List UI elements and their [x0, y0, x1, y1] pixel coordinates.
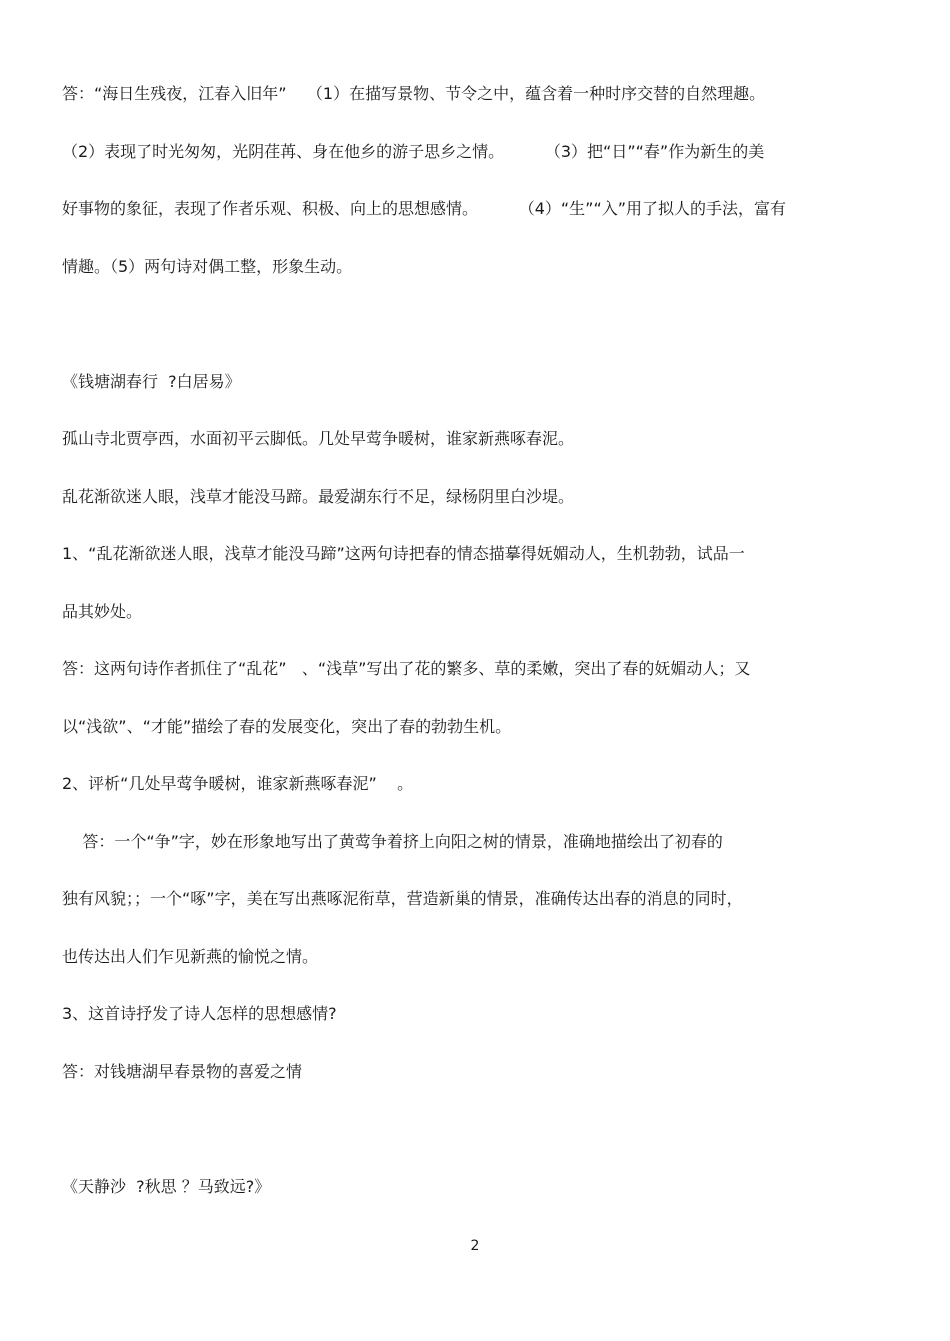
page-number: 2 — [470, 1238, 480, 1254]
question-1: 1、“乱花渐欲迷人眼，浅草才能没马蹄”这两句诗把春的情态描摹得妩媚动人，生机勃勃，试品一 — [62, 544, 745, 563]
question-3: 3、这首诗抒发了诗人怎样的思想感情? — [62, 1004, 337, 1023]
question-2: 2、评析“几处早莺争暖树，谁家新燕啄春泥” 。 — [62, 774, 414, 793]
question-1-cont: 品其妙处。 — [62, 602, 143, 621]
poem-line-2: 乱花渐欲迷人眼，浅草才能没马蹄。最爱湖东行不足，绿杨阴里白沙堤。 — [62, 487, 575, 506]
answer-3: 答：对钱塘湖早春景物的喜爱之情 — [62, 1062, 303, 1081]
poem-line-1: 孤山寺北贾亭西，水面初平云脚低。几处早莺争暖树，谁家新燕啄春泥。 — [62, 429, 575, 448]
answer-line-1: 答：“海日生残夜，江春入旧年” （1）在描写景物、节令之中，蕴含着一种时序交替的自然理趣。 — [62, 84, 766, 103]
answer-1-cont: 以“浅欲”、“才能”描绘了春的发展变化，突出了春的勃勃生机。 — [62, 717, 512, 736]
answer-line-2: （2）表现了时光匆匆，光阴荏苒、身在他乡的游子思乡之情。 （3）把“日”“春”作为新生的美 — [62, 142, 765, 161]
answer-line-4: 情趣。（5）两句诗对偶工整，形象生动。 — [62, 257, 353, 276]
next-poem-title: 《天静沙 ?秋思 ？马致远?》 — [62, 1177, 271, 1196]
answer-line-3: 好事物的象征，表现了作者乐观、积极、向上的思想感情。 （4）“生”“入”用了拟人的手法，富有 — [62, 199, 787, 218]
answer-2: 答：一个“争”字，妙在形象地写出了黄莺争着挤上向阳之树的情景，准确地描绘出了初春的 — [62, 832, 723, 851]
poem-title: 《钱塘湖春行 ?白居易》 — [62, 372, 241, 391]
answer-2-cont-2: 也传达出人们乍见新燕的愉悦之情。 — [62, 947, 319, 966]
answer-2-cont-1: 独有风貌；；一个“啄”字，美在写出燕啄泥衔草，营造新巢的情景，准确传达出春的消息的同时， — [62, 889, 743, 908]
answer-1: 答：这两句诗作者抓住了“乱花” 、“浅草”写出了花的繁多、草的柔嫩，突出了春的妩媚动人；又 — [62, 659, 751, 678]
